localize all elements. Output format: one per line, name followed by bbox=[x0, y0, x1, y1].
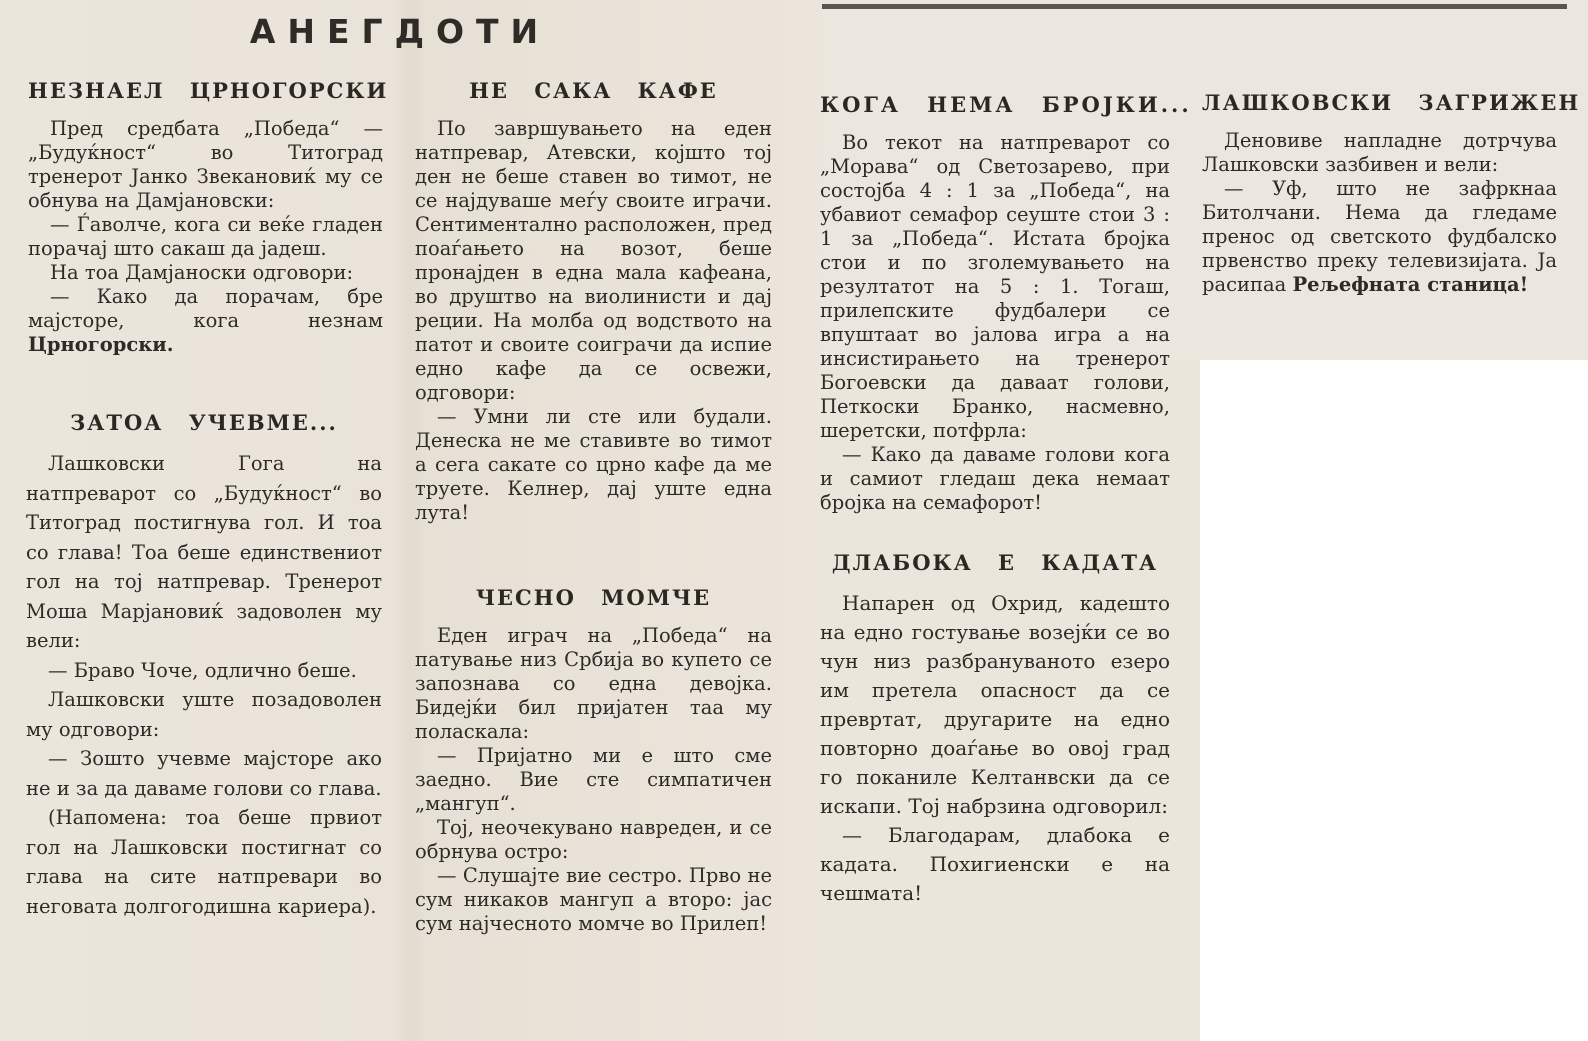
story-title: ДЛАБОКА Е КАДАТА bbox=[831, 550, 1159, 575]
story-zatoa-uchevme bbox=[26, 410, 382, 921]
story-paragraph: Лашковски Гога на натпреварот со „Будуќност“ во Титоград постигнува гол. И тоа со глава! Тоа беше единствениот гол на тој натпревар. Тренерот Моша Марјановиќ задоволен му вели: bbox=[26, 452, 382, 652]
story-paragraph: Во текот на натпреварот со „Морава“ од Светозарево, при состојба 4 : 1 за „Победа“, на убавиот семафор сеуште стои 3 : 1 за „Победа“. Истата бројка стои и по зголемувањето на резултатот на 5 : 1. Тогаш, прилепските фудбалери се впуштаат во јалова игра а на инсистирањето на тренерот Богоевски да даваат голови, Петкоски Бранко, насмевно, шеретски, потфрла: bbox=[820, 131, 1170, 442]
story-paragraph: (Напомена: тоа беше првиот гол на Лашковски постигнат со глава на сите натпревари во неговата долгогодишна кариера). bbox=[26, 806, 382, 918]
story-paragraph-bold: Црногорски. bbox=[28, 333, 174, 356]
story-paragraph: Тој, неочекувано навреден, и се обрнува остро: bbox=[415, 816, 772, 863]
story-ne-saka-kafe bbox=[415, 78, 772, 525]
story-paragraph: Лашковски уште позадоволен му одговори: bbox=[26, 688, 382, 741]
story-title: ЛАШКОВСКИ ЗАГРИЖЕН bbox=[1202, 90, 1581, 115]
story-paragraph: Деновиве напладне дотрчува Лашковски зазбивен и вели: bbox=[1202, 129, 1557, 176]
story-title: КОГА НЕМА БРОЈКИ... bbox=[820, 92, 1192, 117]
story-paragraph: Пред средбата „Победа“ — „Будуќност“ во Титоград тренерот Јанко Звекановиќ му се обнува на Дамјановски: bbox=[28, 117, 383, 212]
story-paragraph: Напарен од Охрид, кадешто на едно гостување возејќи се во чун низ разбрануваното езеро им претела опасност да се превртат, другарите на едно повторно доаѓање во овој град го поканиле Келтанвски да се искапи. Тој набрзина одговорил: bbox=[820, 591, 1170, 818]
story-paragraph: — Ѓаволче, кога си веќе гладен порачај што сакаш да јадеш. bbox=[28, 213, 383, 260]
story-chesno-momche bbox=[415, 585, 772, 936]
story-koga-nema-brojki bbox=[820, 92, 1192, 515]
page-title: АНЕГДОТИ bbox=[249, 12, 551, 51]
story-dlaboka-e-kadata bbox=[820, 550, 1170, 908]
story-title: НЕЗНАЕЛ ЦРНОГОРСКИ bbox=[28, 78, 389, 103]
story-paragraph: Еден играч на „Победа“ на патување низ Србија во купето се запознава со една девојка. Бидејќи бил пријатен таа му поласкала: bbox=[415, 624, 772, 743]
story-paragraph: — Благодарам, длабока е кадата. Похигиенски е на чешмата! bbox=[820, 823, 1170, 905]
story-lashkovski-zagrizhen bbox=[1202, 90, 1581, 297]
story-paragraph: — Умни ли сте или будали. Денеска не ме ставивте во тимот а сега сакате со црно кафе да ме труете. Келнер, дај уште една лута! bbox=[415, 405, 772, 524]
story-paragraph-last bbox=[1202, 177, 1557, 297]
story-title: НЕ САКА КАФЕ bbox=[469, 78, 718, 103]
story-paragraph-bold: Рељефната станица! bbox=[1292, 273, 1529, 296]
story-paragraph-last bbox=[28, 285, 383, 357]
story-paragraph: — Зошто учевме мајсторе ако не и за да даваме голови со глава. bbox=[26, 747, 382, 800]
header-rule bbox=[822, 4, 1567, 9]
story-paragraph: — Браво Чоче, одлично беше. bbox=[48, 658, 357, 682]
story-paragraph: На тоа Дамјаноски одговори: bbox=[50, 261, 354, 284]
story-neznael-crnogorski bbox=[28, 78, 389, 357]
story-paragraph-text: — Како да порачам, бре мајсторе, кога незнам bbox=[28, 285, 383, 332]
story-paragraph: — Како да даваме голови кога и самиот гледаш дека немаат бројка на семафорот! bbox=[820, 443, 1170, 514]
story-paragraph-text: — Уф, што не зафркнаа Битолчани. Нема да гледаме пренос од светското фудбалско првенство преку телевизијата. Ја расипаа bbox=[1202, 177, 1557, 296]
story-title: ЗАТОА УЧЕВМЕ... bbox=[70, 410, 338, 435]
story-paragraph: — Слушајте вие сестро. Прво не сум никаков мангуп а второ: јас сум најчесното момче во Прилеп! bbox=[415, 864, 772, 935]
story-paragraph: По завршувањето на еден натпревар, Атевски, којшто тој ден не беше ставен во тимот, не се најдуваше меѓу своите играчи. Сентиментално расположен, пред поаѓањето на возот, беше пронајден в една мала кафеана, во друштво на виолинисти и дај реции. На молба од водството на патот и своите соиграчи да испие едно кафе да се освежи, одговори: bbox=[415, 117, 772, 404]
story-title: ЧЕСНО МОМЧЕ bbox=[475, 585, 712, 610]
story-paragraph: — Пријатно ми е што сме заедно. Вие сте симпатичен „мангуп“. bbox=[415, 744, 772, 815]
